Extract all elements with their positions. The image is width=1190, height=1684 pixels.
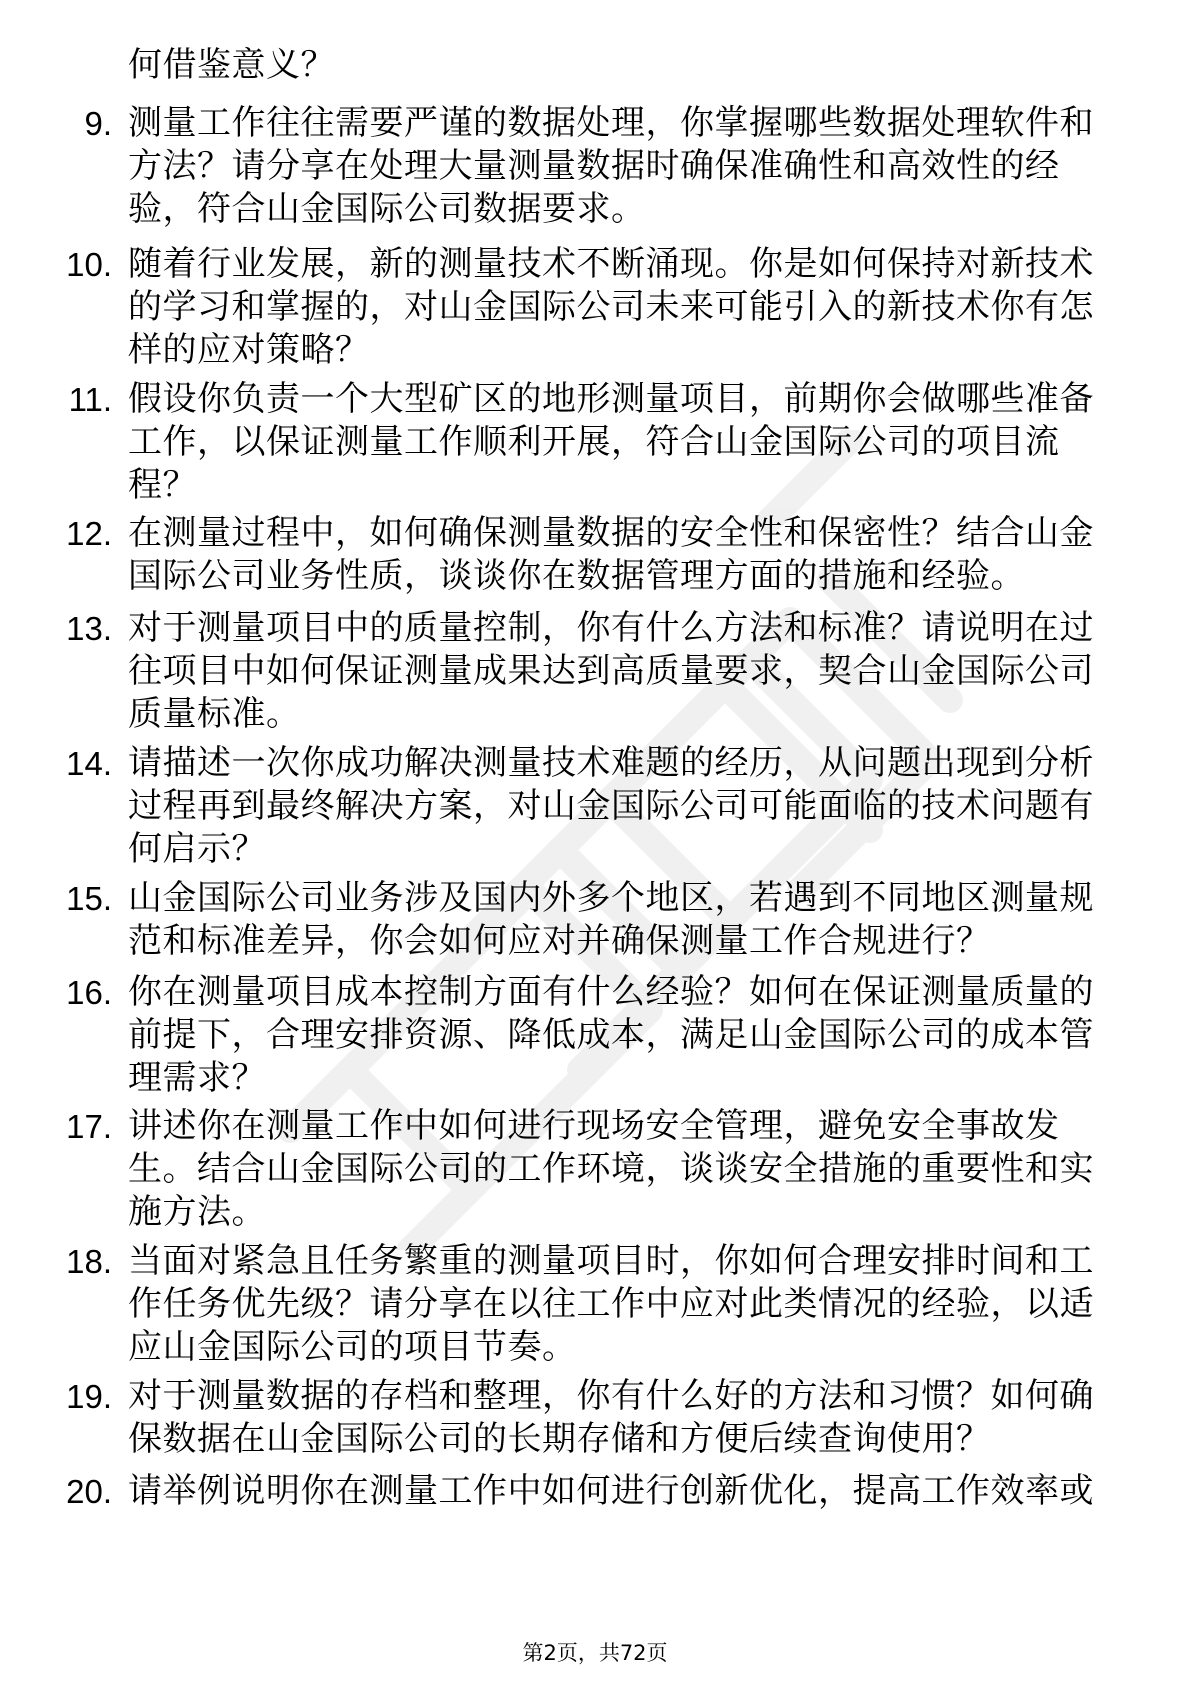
item-number: 19. <box>66 1378 112 1415</box>
item-text: 随着行业发展，新的测量技术不断涌现。你是如何保持对新技术的学习和掌握的，对山金国际公司未来可能引入的新技术你有怎样的应对策略？ <box>128 244 1094 370</box>
item-number: 17. <box>66 1108 112 1145</box>
item-number: 18. <box>66 1243 112 1280</box>
item-number: 9. <box>84 105 112 142</box>
item-text: 你在测量项目成本控制方面有什么经验？如何在保证测量质量的前提下，合理安排资源、降低成本，满足山金国际公司的成本管理需求？ <box>128 972 1094 1098</box>
item-text: 在测量过程中，如何确保测量数据的安全性和保密性？结合山金国际公司业务性质，谈谈你在数据管理方面的措施和经验。 <box>128 513 1094 596</box>
continuation-text: 何借鉴意义？ <box>128 45 335 85</box>
item-number: 12. <box>66 515 112 552</box>
item-text: 请举例说明你在测量工作中如何进行创新优化，提高工作效率或 <box>128 1471 1094 1511</box>
item-text: 测量工作往往需要严谨的数据处理，你掌握哪些数据处理软件和方法？请分享在处理大量测量数据时确保准确性和高效性的经验，符合山金国际公司数据要求。 <box>128 103 1094 229</box>
item-text: 请描述一次你成功解决测量技术难题的经历，从问题出现到分析过程再到最终解决方案，对山金国际公司可能面临的技术问题有何启示？ <box>128 743 1094 869</box>
item-number: 16. <box>66 974 112 1011</box>
page-footer: 第2页，共72页 <box>522 1641 668 1665</box>
item-number: 20. <box>66 1473 112 1510</box>
item-text: 假设你负责一个大型矿区的地形测量项目，前期你会做哪些准备工作，以保证测量工作顺利开展，符合山金国际公司的项目流程？ <box>128 379 1094 505</box>
item-text: 对于测量项目中的质量控制，你有什么方法和标准？请说明在过往项目中如何保证测量成果达到高质量要求，契合山金国际公司质量标准。 <box>128 608 1094 734</box>
item-text: 当面对紧急且任务繁重的测量项目时，你如何合理安排时间和工作任务优先级？请分享在以往工作中应对此类情况的经验，以适应山金国际公司的项目节奏。 <box>128 1241 1094 1367</box>
item-number: 11. <box>68 381 112 418</box>
item-number: 14. <box>66 745 112 782</box>
item-number: 13. <box>66 610 112 647</box>
item-text: 山金国际公司业务涉及国内外多个地区，若遇到不同地区测量规范和标准差异，你会如何应对并确保测量工作合规进行？ <box>128 878 1094 961</box>
item-number: 10. <box>66 246 112 283</box>
item-text: 对于测量数据的存档和整理，你有什么好的方法和习惯？如何确保数据在山金国际公司的长期存储和方便后续查询使用？ <box>128 1376 1094 1459</box>
item-text: 讲述你在测量工作中如何进行现场安全管理，避免安全事故发生。结合山金国际公司的工作环境，谈谈安全措施的重要性和实施方法。 <box>128 1106 1094 1232</box>
item-number: 15. <box>66 880 112 917</box>
